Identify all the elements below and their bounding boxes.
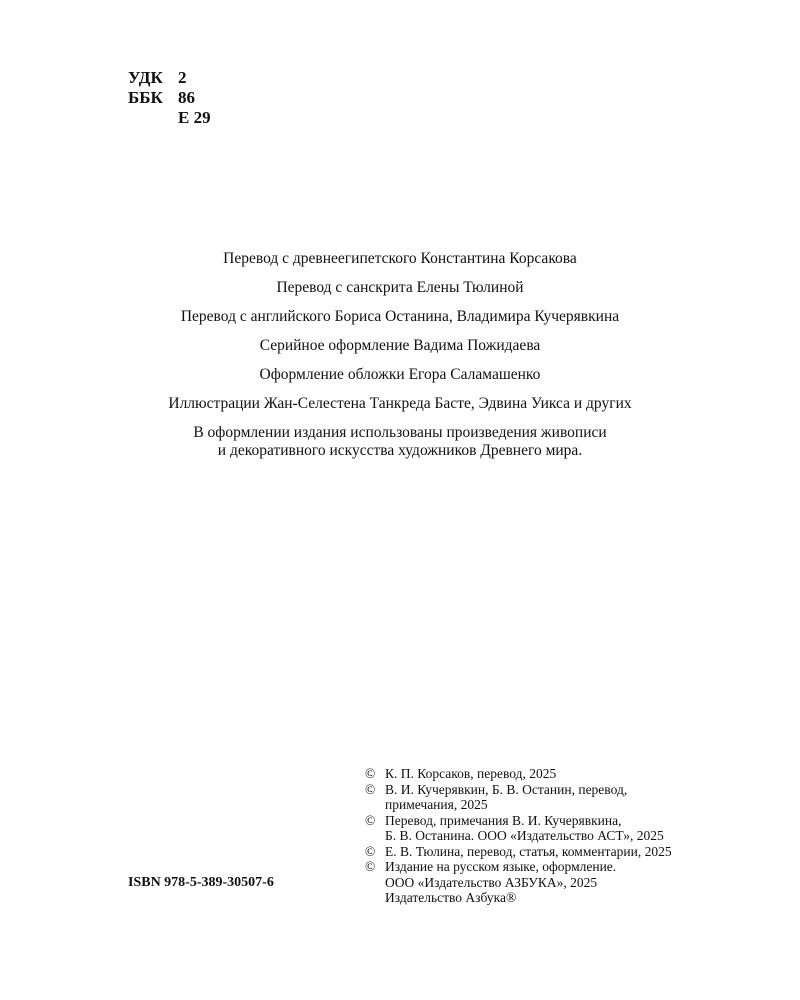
credit-illustrations: Иллюстрации Жан-Селестена Танкреда Басте, Эдвина Уикса и других [168, 395, 632, 412]
bbk-value: 86 [178, 88, 195, 107]
udc-label: УДК [128, 68, 163, 87]
copyright-item [365, 859, 765, 906]
copyright-icon: © [365, 843, 376, 859]
copyright-line: В. И. Кучерявкин, Б. В. Останин, перевод, [385, 781, 628, 797]
copyright-item [365, 782, 765, 813]
credit-translator-sanskrit: Перевод с санскрита Елены Тюлиной [276, 279, 524, 296]
udc-value: 2 [178, 68, 187, 87]
copyright-line: К. П. Корсаков, перевод, 2025 [385, 766, 557, 781]
copyright-line: Перевод, примечания В. И. Кучерявкина, [385, 812, 622, 828]
author-mark-value: Е 29 [178, 108, 211, 127]
design-note-line: В оформлении издания использованы произведения живописи [193, 424, 607, 441]
copyright-line: Издание на русском языке, оформление. [385, 859, 617, 874]
copyright-icon: © [365, 812, 376, 828]
copyright-line: примечания, 2025 [385, 797, 488, 812]
copyright-item [365, 766, 765, 782]
copyright-item [365, 813, 765, 844]
author-mark-row [128, 108, 211, 128]
isbn: ISBN 978-5-389-30507-6 [128, 875, 274, 890]
copyright-icon: © [365, 859, 376, 874]
credit-cover-design: Оформление обложки Егора Саламашенко [259, 366, 541, 383]
copyright-line: Е. В. Тюлина, перевод, статья, комментарии, 2025 [385, 843, 672, 859]
bbk-label: ББК [128, 88, 163, 107]
copyright-line: Б. В. Останина. ООО «Издательство АСТ», 2025 [385, 828, 664, 843]
author-mark-label [128, 108, 178, 128]
design-note [0, 424, 800, 460]
bbk-row [128, 88, 211, 108]
copyright-icon: © [365, 766, 376, 781]
copyright-block [365, 766, 765, 906]
copyright-line: Издательство Азбука® [385, 890, 517, 905]
copyright-item [365, 844, 765, 860]
credit-series-design: Серийное оформление Вадима Пожидаева [259, 337, 541, 354]
copyright-line: ООО «Издательство АЗБУКА», 2025 [385, 874, 598, 890]
credit-translator-egyptian: Перевод с древнеегипетского Константина Корсакова [223, 250, 577, 267]
design-note-line: и декоративного искусства художников Древнего мира. [217, 442, 583, 459]
credit-translator-english: Перевод с английского Бориса Останина, Владимира Кучерявкина [180, 308, 620, 325]
classification-codes [128, 68, 211, 128]
copyright-icon: © [365, 781, 376, 797]
credits-block [0, 250, 800, 460]
udc-row [128, 68, 211, 88]
